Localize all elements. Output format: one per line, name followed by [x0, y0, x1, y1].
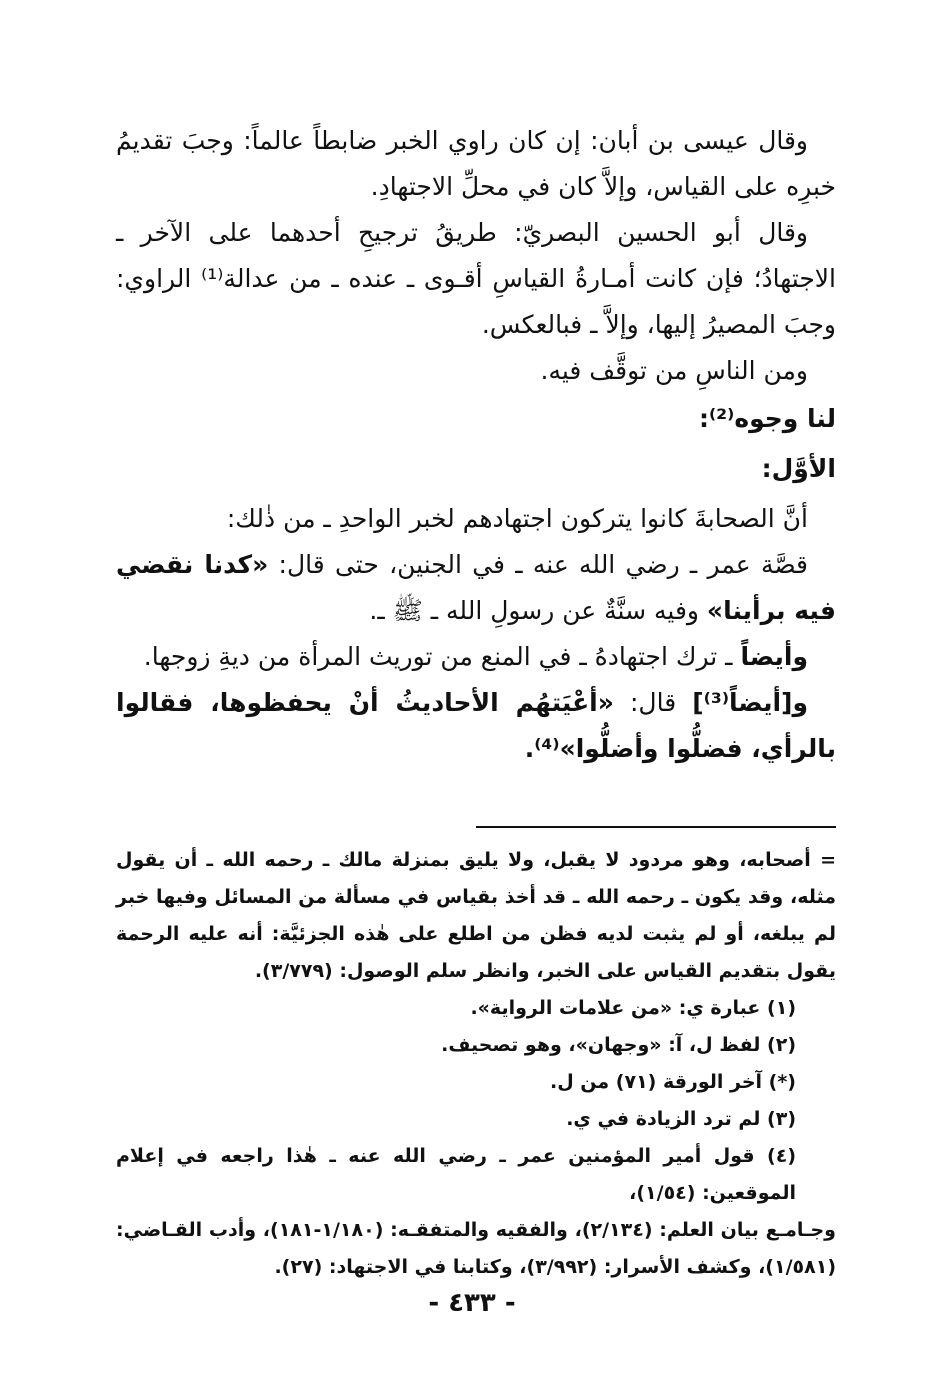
page-number: - ٤٣٣ -	[428, 1288, 516, 1318]
paragraph-aydan	[116, 634, 836, 680]
paragraph-tawaqquf: ومن الناسِ من توقَّف فيه.	[540, 356, 808, 385]
umar-quote: «كدنا نقضي فيه برأينا»	[116, 550, 836, 625]
footnote-3: (٣) لم ترد الزيادة في ي.	[566, 1108, 796, 1130]
paragraph-abu-al-husayn: وقال أبو الحسين البصريّ: طريقُ ترجيحِ أحدهما على الآخر ـ الاجتهادُ؛ فإن كانت أمـارةُ القياسِ أقـوى ـ عنده ـ من عدالة⁽¹⁾ الراوي: وجبَ المصيرُ إليها، وإلاَّ ـ فبالعكس.	[116, 218, 837, 339]
footnote-4-continued: وجـامـع بيان العلم: (٢/١٣٤)، والفقيه والمتفقـه: (١/١٨٠-١٨١)، وأدب القـاضي: (١/٥٨١)، وكشف الأسرار: (٣/٩٩٢)، وكتابنا في الاجتهاد: (٢٧).	[116, 1219, 836, 1278]
paragraph-ahadith	[116, 680, 836, 772]
paragraph-umar-janin	[116, 542, 836, 634]
footnote-star: (*) آخر الورقة (٧١) من ل.	[549, 1071, 796, 1093]
aydan-lead: وأيضاً	[740, 642, 808, 671]
main-text	[116, 118, 836, 772]
footnote-continuation: = أصحابه، وهو مردود لا يقبل، ولا يليق بمنزلة مالك ـ رحمه الله ـ أن يقول مثله، وقد يكون ـ رحمه الله ـ قد أخذ بقياس في مسألة من المسائل وفيها خبر لم يبلغه، أو لم يثبت لديه فظن من اطلع على هٰذه الجزئيَّة: أنه عليه الرحمة يقول بتقديم القياس على الخبر، وانظر سلم الوصول: (٣/٧٧٩).	[116, 849, 836, 982]
footnote-1: (١) عبارة ي: «من علامات الرواية».	[470, 997, 796, 1019]
ahadith-quote: «أعْيَتهُم الأحاديثُ أنْ يحفظوها، فقالوا بالرأي، فضلُّوا وأضلُّوا»⁽⁴⁾.	[116, 688, 836, 763]
heading-lana-wujuh: لنا وجوه⁽²⁾:	[698, 404, 836, 433]
ahadith-qala: قال:	[630, 688, 677, 717]
heading-al-awwal: الأوَّل:	[761, 454, 836, 483]
footnote-2: (٢) لفظ ل، آ: «وجهان»، وهو تصحيف.	[441, 1034, 796, 1056]
footnotes	[116, 842, 836, 1286]
paragraph-isa-ibn-aban: وقال عيسى بن أبان: إن كان راوي الخبر ضابطاً عالماً: وجبَ تقديمُ خبرِه على القياس، وإلاَّ كان في محلِّ الاجتهادِ.	[116, 126, 836, 201]
paragraph-sahaba: أنَّ الصحابةَ كانوا يتركون اجتهادهم لخبر الواحدِ ـ من ذٰلك:	[226, 504, 808, 533]
footnote-4: (٤) قول أمير المؤمنين عمر ـ رضي الله عنه ـ هٰذا راجعه في إعلام الموقعين: (١/٥٤)،	[116, 1145, 796, 1204]
aydan-text: ـ ترك اجتهادهُ ـ في المنع من توريث المرأة من ديةِ زوجها.	[143, 642, 733, 671]
ahadith-lead: و[أيضاً⁽³⁾]	[692, 688, 808, 717]
footnote-separator	[476, 826, 836, 828]
umar-text-end: وفيه سنَّةٌ عن رسولِ الله ـ ﷺ ـ.	[369, 596, 699, 625]
umar-text: قصَّة عمر ـ رضي الله عنه ـ في الجنين، حتى قال:	[278, 550, 808, 579]
